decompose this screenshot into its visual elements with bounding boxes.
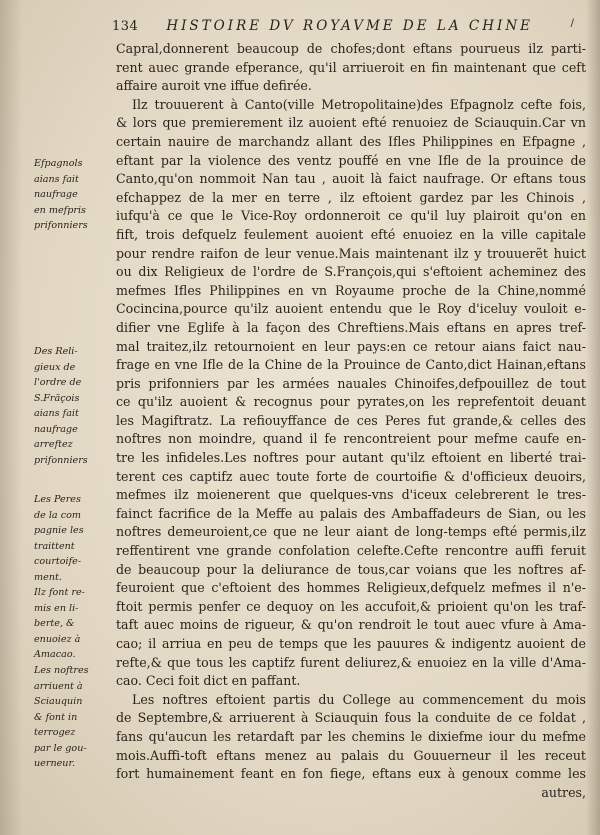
text-line: ce qu'ilz auoient & recognus pour pyrates,on les reprefentoit deuant xyxy=(116,394,586,410)
margin-note xyxy=(34,663,114,772)
text-line: noftres demeuroient,ce que ne leur aiant de long-temps efté permis,ilz xyxy=(116,524,586,540)
margin-note xyxy=(34,156,114,234)
margin-note-line: mis en li- xyxy=(34,602,79,614)
gutter-shadow xyxy=(0,0,22,835)
margin-note-line: courtoife- xyxy=(34,556,82,567)
text-line: mefmes ilz moienerent que quelques-vns d'iceux celebrerent le tres- xyxy=(116,487,586,503)
margin-note-line: l'ordre de xyxy=(34,377,82,388)
text-line: de Septembre,& arriuerent à Sciauquin fous la conduite de ce foldat , xyxy=(116,710,586,726)
text-line: frage en vne Ifle de la Chine de la Prouince de Canto,dict Hainan,eftans xyxy=(116,357,586,373)
text-line: de beaucoup pour la deliurance de tous,car voians que les noftres af- xyxy=(116,561,586,577)
margin-note-line: Efpagnols xyxy=(34,158,83,169)
text-line: Les noftres eftoient partis du College au commencement du mois xyxy=(132,691,586,707)
margin-note-line: Les noftres xyxy=(34,665,89,676)
margin-note-line: terrogez xyxy=(34,727,76,738)
text-line: Canto,qu'on nommoit Nan tau , auoit là faict naufrage. Or eftans tous xyxy=(116,171,586,187)
text-line: & lors que premierement ilz auoient efté renuoiez de Sciauquin.Car vn xyxy=(116,115,586,131)
text-line: terent ces captifz auec toute forte de courtoifie & d'officieux deuoirs, xyxy=(116,468,586,484)
margin-note-line: ment. xyxy=(34,571,62,583)
margin-note-line: berte, & xyxy=(34,618,75,629)
margin-note-line: naufrage xyxy=(34,423,78,435)
text-line: refte,& que tous les captifz furent deliurez,& enuoiez en la ville d'Ama- xyxy=(116,654,586,670)
text-line: feuroient que c'eftoient des hommes Religieux,defquelz mefmes il n'e- xyxy=(116,580,586,596)
margin-note-line: arriuent à xyxy=(34,680,83,692)
text-line: iufqu'à ce que le Vice-Roy ordonneroit ce qu'il luy plairoit qu'on en xyxy=(116,208,586,224)
margin-note xyxy=(34,344,114,468)
text-line: Ilz trouuerent à Canto(ville Metropolitaine)des Efpagnolz cefte fois, xyxy=(132,96,586,112)
margin-note-line: Les Peres xyxy=(34,494,81,505)
margin-note-line: & font in xyxy=(34,711,78,723)
margin-note-line: par le gou- xyxy=(34,742,87,754)
text-line: les Magiftratz. La refiouyffance de ces Peres fut grande,& celles des xyxy=(116,412,586,428)
margin-note-line: de la com xyxy=(34,509,81,521)
text-line: rent auec grande efperance, qu'il arriueroit en fin maintenant que ceft xyxy=(116,59,586,75)
corner-mark: / xyxy=(570,18,574,29)
catchword: autres, xyxy=(541,784,586,800)
text-line: difier vne Eglife à la façon des Chreftiens.Mais eftans en apres tref- xyxy=(116,319,586,335)
page-number: 134 xyxy=(112,19,139,34)
text-line: pris prifonniers par les armées nauales Chinoifes,defpouillez de tout xyxy=(116,375,586,391)
text-line: ou dix Religieux de l'ordre de S.François,qui s'eftoient acheminez des xyxy=(116,264,586,280)
margin-note-line: traittent xyxy=(34,540,75,552)
margin-note-line: Des Reli- xyxy=(34,346,78,357)
text-line: eftant par la violence des ventz pouffé en vne Ifle de la prouince de xyxy=(116,152,586,168)
text-line: fans qu'aucun les retardaft par les chemins le dixiefme iour du mefme xyxy=(116,728,586,744)
margin-note-line: en mefpris xyxy=(34,204,86,216)
main-text xyxy=(116,40,586,802)
text-line: certain nauire de marchandz allant des Ifles Philippines en Efpagne , xyxy=(116,133,586,149)
text-line: cao. Ceci foit dict en paffant. xyxy=(116,673,301,689)
text-line: fort humainement feant en fon fiege, eftans eux à genoux comme les xyxy=(116,766,586,782)
margin-note-line: prifonniers xyxy=(34,454,88,466)
margin-note-line: S.Fräçois xyxy=(34,392,80,404)
edge-shadow xyxy=(586,0,600,835)
text-line: taft auec moins de rigueur, & qu'on rendroit le tout auec vfure à Ama- xyxy=(116,617,586,633)
text-line: affaire auroit vne iffue defirée. xyxy=(116,78,312,94)
margin-note xyxy=(34,585,114,663)
text-line: mefmes Ifles Philippines en vn Royaume proche de la Chine,nommé xyxy=(116,282,586,298)
margin-note-line: gieux de xyxy=(34,361,76,373)
margin-note-line: arreftez xyxy=(34,439,73,450)
margin-note-line: Sciauquin xyxy=(34,696,83,707)
text-line: noftres non moindre, quand il fe rencontreient pour mefme caufe en- xyxy=(116,431,586,447)
text-line: Capral,donnerent beaucoup de chofes;dont eftans pourueus ilz parti- xyxy=(116,41,586,56)
text-line: mois.Auffi-toft eftans menez au palais du Gouuerneur il les receut xyxy=(116,747,586,763)
text-line: cao; il arriua en peu de temps que les pauures & indigentz auoient de xyxy=(116,636,586,651)
margin-note-line: aians fait xyxy=(34,173,79,185)
margin-note xyxy=(34,492,114,585)
text-line: tre les infideles.Les noftres pour autant qu'ilz eftoient en liberté trai- xyxy=(116,450,586,466)
margin-note-line: uerneur. xyxy=(34,758,76,769)
margin-note-line: Ilz font re- xyxy=(34,587,85,598)
text-line: pour rendre raifon de leur venue.Mais maintenant ilz y trouuerẽt huict xyxy=(116,245,586,261)
text-line: Cocincina,pource qu'ilz auoient entendu que le Roy d'iceluy vouloit e- xyxy=(116,301,586,317)
margin-note-line: Amacao. xyxy=(34,649,76,660)
text-line: reffentirent vne grande confolation celefte.Cefte rencontre auffi feruit xyxy=(116,543,586,559)
margin-note-line: aians fait xyxy=(34,408,79,419)
text-line: fift, trois defquelz feulement auoient efté enuoiez en la ville capitale xyxy=(116,226,586,242)
text-line: fainct facrifice de la Meffe au palais des Ambaffadeurs de Sian, ou les xyxy=(116,505,586,521)
text-line: efchappez de la mer en terre , ilz eftoient gardez par les Chinois , xyxy=(116,189,586,205)
text-line: ftoit permis penfer ce dequoy on les accufoit,& prioient qu'on les traf- xyxy=(116,598,586,614)
margin-note-line: prifonniers xyxy=(34,220,88,231)
running-title: HISTOIRE DV ROYAVME DE LA CHINE xyxy=(166,18,533,34)
margin-note-line: naufrage xyxy=(34,189,78,200)
margin-note-line: pagnie les xyxy=(34,525,84,536)
text-line: mal traitez,ilz retournoient en leur pays:en ce retour aians faict nau- xyxy=(116,338,586,354)
margin-note-line: enuoiez à xyxy=(34,633,81,645)
